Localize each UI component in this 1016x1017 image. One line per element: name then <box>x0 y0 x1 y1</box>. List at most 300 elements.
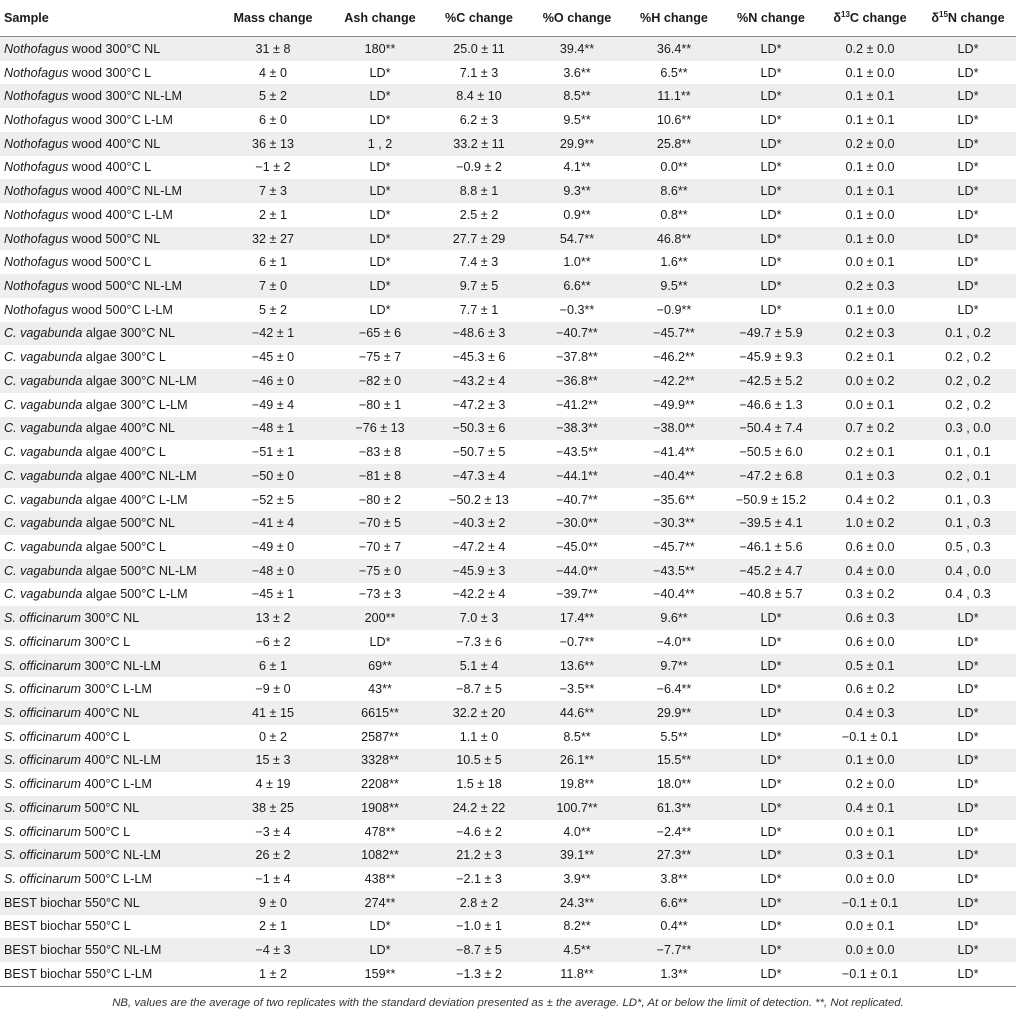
d13c-cell: 0.0 ± 0.1 <box>845 397 895 412</box>
sample-cell <box>0 393 216 417</box>
h-cell: −30.3** <box>626 511 722 535</box>
sample-condition: algae 400°C NL-LM <box>82 468 197 483</box>
h-cell: −6.4** <box>656 682 692 697</box>
sample-cell <box>0 464 216 488</box>
d15n-cell: LD* <box>957 302 979 317</box>
mass-cell: 9 ± 0 <box>216 891 330 915</box>
mass-cell: −51 ± 1 <box>251 445 295 460</box>
table-row <box>0 915 1016 939</box>
ash-cell: 6615** <box>330 701 430 725</box>
sample-condition: algae 500°C NL-LM <box>82 563 197 578</box>
sample-cell <box>0 132 216 156</box>
c-cell: −47.2 ± 4 <box>452 539 506 554</box>
h-cell: 46.8** <box>626 227 722 251</box>
o-cell: 0.9** <box>563 207 591 222</box>
sample-cell <box>0 915 216 939</box>
mass-cell: 15 ± 3 <box>216 749 330 773</box>
sample-condition: wood 300°C L <box>68 65 152 80</box>
ash-cell: −76 ± 13 <box>330 417 430 441</box>
n-cell: LD* <box>760 302 782 317</box>
d13c-cell: 0.1 ± 0.1 <box>820 179 920 203</box>
sample-species: Nothofagus <box>4 136 69 151</box>
n-cell: LD* <box>722 749 820 773</box>
n-cell: LD* <box>722 179 820 203</box>
d15n-cell: LD* <box>957 207 979 222</box>
sample-condition: BEST biochar 550°C NL <box>4 895 140 910</box>
sample-cell <box>0 203 216 227</box>
n-cell: LD* <box>722 84 820 108</box>
h-cell: 25.8** <box>626 132 722 156</box>
d15n-cell: 0.5 , 0.3 <box>945 539 991 554</box>
n-cell: LD* <box>760 255 782 270</box>
table-footnote: NB, values are the average of two replicates with the standard deviation presented as ± the average. LD*, At or below the limit of detection. **, Not replicated. <box>112 996 904 1009</box>
n-cell: LD* <box>760 729 782 744</box>
o-cell: 3.6** <box>563 65 591 80</box>
sample-cell <box>0 488 216 512</box>
sample-cell <box>0 749 216 773</box>
n-cell: −50.9 ± 15.2 <box>735 492 807 507</box>
c-cell: −47.3 ± 4 <box>430 464 528 488</box>
sample-cell <box>0 179 216 203</box>
n-cell: LD* <box>760 113 782 128</box>
ash-cell: LD* <box>369 207 391 222</box>
n-cell: −50.4 ± 7.4 <box>722 417 820 441</box>
o-cell: −0.7** <box>559 634 595 649</box>
sample-condition: 300°C NL-LM <box>81 658 161 673</box>
c-cell: 2.5 ± 2 <box>459 207 499 222</box>
n-cell: LD* <box>760 207 782 222</box>
mass-cell: −3 ± 4 <box>255 824 291 839</box>
n-cell: LD* <box>722 37 820 61</box>
c-cell: 5.1 ± 4 <box>430 654 528 678</box>
sample-condition: 400°C NL <box>81 705 140 720</box>
sample-condition: BEST biochar 550°C NL-LM <box>4 943 162 958</box>
d15n-cell: 0.1 , 0.3 <box>945 492 991 507</box>
h-cell: 11.1** <box>626 84 722 108</box>
ash-cell: −80 ± 1 <box>358 397 402 412</box>
c-cell: 2.8 ± 2 <box>430 891 528 915</box>
o-cell: −3.5** <box>559 682 595 697</box>
header-n-change: %N change <box>722 0 820 37</box>
sample-species: S. officinarum <box>4 777 81 792</box>
ash-cell: −70 ± 5 <box>330 511 430 535</box>
mass-cell: −1 ± 2 <box>255 160 291 175</box>
sample-species: Nothofagus <box>4 302 69 317</box>
n-cell: −39.5 ± 4.1 <box>722 511 820 535</box>
sample-species: Nothofagus <box>4 41 69 56</box>
table-row <box>0 227 1016 251</box>
header-ash-change: Ash change <box>330 0 430 37</box>
ash-cell: 438** <box>364 872 396 887</box>
table-row <box>0 179 1016 203</box>
n-cell: −45.2 ± 4.7 <box>722 559 820 583</box>
c-cell: −40.3 ± 2 <box>430 511 528 535</box>
o-cell: 8.5** <box>528 84 626 108</box>
c-cell: −45.9 ± 3 <box>430 559 528 583</box>
d15n-cell: LD* <box>920 796 1016 820</box>
d15n-cell: LD* <box>957 113 979 128</box>
c-cell: 1.5 ± 18 <box>456 777 502 792</box>
d13c-cell: 0.4 ± 0.1 <box>820 796 920 820</box>
mass-cell: 6 ± 1 <box>216 654 330 678</box>
d15n-cell: LD* <box>920 701 1016 725</box>
h-cell: 5.5** <box>660 729 688 744</box>
h-cell: −40.4** <box>626 464 722 488</box>
ash-cell: LD* <box>330 179 430 203</box>
c-cell: 8.4 ± 10 <box>430 84 528 108</box>
sample-condition: 400°C L-LM <box>81 777 152 792</box>
table-row <box>0 725 1016 749</box>
sample-condition: wood 400°C L-LM <box>68 207 173 222</box>
d13c-cell: 0.2 ± 0.3 <box>820 322 920 346</box>
d15n-cell: LD* <box>957 160 979 175</box>
sample-cell <box>0 938 216 962</box>
o-cell: 9.5** <box>563 113 591 128</box>
o-cell: 54.7** <box>528 227 626 251</box>
table-row <box>0 61 1016 85</box>
h-cell: 0.8** <box>660 207 688 222</box>
mass-cell: 2 ± 1 <box>259 207 287 222</box>
d13c-cell: 0.3 ± 0.1 <box>820 843 920 867</box>
sample-species: C. vagabunda <box>4 539 83 554</box>
mass-cell: −4 ± 3 <box>216 938 330 962</box>
mass-cell: −46 ± 0 <box>216 369 330 393</box>
mass-cell: −1 ± 4 <box>255 872 291 887</box>
n-cell: LD* <box>722 606 820 630</box>
c-cell: −43.2 ± 4 <box>430 369 528 393</box>
n-cell: LD* <box>722 274 820 298</box>
h-cell: 61.3** <box>626 796 722 820</box>
o-cell: 4.0** <box>563 824 591 839</box>
d15n-cell: LD* <box>920 274 1016 298</box>
table-row <box>0 250 1016 274</box>
n-cell: LD* <box>760 872 782 887</box>
n-cell: LD* <box>760 682 782 697</box>
n-cell: LD* <box>722 132 820 156</box>
sample-cell <box>0 274 216 298</box>
mass-cell: 7 ± 0 <box>216 274 330 298</box>
o-cell: −39.7** <box>556 587 598 602</box>
d13c-cell: 0.2 ± 0.0 <box>845 777 895 792</box>
o-cell: −41.2** <box>556 397 598 412</box>
d15n-cell: LD* <box>920 749 1016 773</box>
o-cell: 8.5** <box>563 729 591 744</box>
ash-cell: 200** <box>330 606 430 630</box>
sample-cell <box>0 820 216 844</box>
h-cell: 18.0** <box>656 777 692 792</box>
sample-species: S. officinarum <box>4 729 81 744</box>
n-cell: LD* <box>722 701 820 725</box>
sample-cell <box>0 61 216 85</box>
o-cell: −40.7** <box>556 492 598 507</box>
sample-cell <box>0 227 216 251</box>
mass-cell: 6 ± 1 <box>259 255 287 270</box>
sample-cell <box>0 440 216 464</box>
d15n-cell: LD* <box>957 729 979 744</box>
c-cell: −7.3 ± 6 <box>456 634 502 649</box>
sample-cell <box>0 654 216 678</box>
n-cell: −42.5 ± 5.2 <box>722 369 820 393</box>
sample-condition: 300°C L-LM <box>81 682 152 697</box>
ash-cell: −75 ± 0 <box>330 559 430 583</box>
d15n-cell: LD* <box>920 84 1016 108</box>
d15n-cell: LD* <box>957 872 979 887</box>
sample-cell <box>0 630 216 654</box>
sample-species: C. vagabunda <box>4 397 83 412</box>
h-cell: 27.3** <box>626 843 722 867</box>
h-cell: −46.2** <box>653 350 695 365</box>
ash-cell: 1082** <box>330 843 430 867</box>
c-cell: 7.4 ± 3 <box>459 255 499 270</box>
sample-condition: 500°C NL-LM <box>81 848 161 863</box>
sample-species: S. officinarum <box>4 682 81 697</box>
c-cell: 33.2 ± 11 <box>430 132 528 156</box>
d13c-cell: 0.6 ± 0.3 <box>820 606 920 630</box>
mass-cell: 4 ± 19 <box>255 777 291 792</box>
header-row <box>0 0 1016 37</box>
ash-cell: 2587** <box>361 729 399 744</box>
c-cell: 7.1 ± 3 <box>459 65 499 80</box>
sample-species: Nothofagus <box>4 65 69 80</box>
d13c-cell: 0.6 ± 0.2 <box>845 682 895 697</box>
table-row <box>0 891 1016 915</box>
h-cell: −38.0** <box>626 417 722 441</box>
sample-cell <box>0 156 216 180</box>
c-cell: 1.1 ± 0 <box>459 729 499 744</box>
sample-cell <box>0 250 216 274</box>
mass-cell: −52 ± 5 <box>251 492 295 507</box>
o-cell: −40.7** <box>528 322 626 346</box>
sample-condition: wood 500°C NL-LM <box>68 279 182 294</box>
o-cell: 8.2** <box>563 919 591 934</box>
sample-species: S. officinarum <box>4 634 81 649</box>
d13c-cell: 0.2 ± 0.3 <box>820 274 920 298</box>
n-cell: LD* <box>722 843 820 867</box>
d13c-cell: 0.0 ± 0.0 <box>820 938 920 962</box>
d15n-cell: 0.4 , 0.3 <box>945 587 991 602</box>
table-row <box>0 369 1016 393</box>
ash-cell: LD* <box>369 160 391 175</box>
c-cell: −1.0 ± 1 <box>456 919 502 934</box>
d13c-cell: 0.1 ± 0.0 <box>845 160 895 175</box>
c-cell: −48.6 ± 3 <box>430 322 528 346</box>
sample-condition: algae 400°C NL <box>82 421 175 436</box>
o-cell: −36.8** <box>528 369 626 393</box>
n-cell: LD* <box>722 938 820 962</box>
d13c-cell: 0.0 ± 0.1 <box>845 255 895 270</box>
n-cell: LD* <box>760 777 782 792</box>
d15n-cell: LD* <box>920 891 1016 915</box>
sample-species: C. vagabunda <box>4 563 83 578</box>
table-row <box>0 843 1016 867</box>
d15n-cell: LD* <box>920 606 1016 630</box>
c-cell: 24.2 ± 22 <box>430 796 528 820</box>
sample-species: Nothofagus <box>4 207 69 222</box>
n-cell: LD* <box>722 654 820 678</box>
sample-species: S. officinarum <box>4 848 81 863</box>
d15n-cell: LD* <box>957 919 979 934</box>
sample-cell <box>0 345 216 369</box>
header-d13c-change <box>820 0 920 37</box>
ash-cell: LD* <box>330 84 430 108</box>
d13c-delta: δ <box>833 11 842 25</box>
n-cell: LD* <box>760 634 782 649</box>
table-row <box>0 203 1016 227</box>
mass-cell: 6 ± 0 <box>259 113 287 128</box>
sample-condition: 500°C L-LM <box>81 872 152 887</box>
d15n-cell: 0.2 , 0.2 <box>945 397 991 412</box>
c-cell: 7.7 ± 1 <box>459 302 499 317</box>
ash-cell: 1 , 2 <box>330 132 430 156</box>
o-cell: 17.4** <box>528 606 626 630</box>
sample-species: Nothofagus <box>4 255 69 270</box>
sample-cell <box>0 535 216 559</box>
d15n-cell: 0.2 , 0.2 <box>945 350 991 365</box>
sample-condition: wood 500°C L-LM <box>68 302 173 317</box>
c-cell: −50.3 ± 6 <box>430 417 528 441</box>
n-cell: LD* <box>760 65 782 80</box>
mass-cell: 13 ± 2 <box>216 606 330 630</box>
o-cell: −37.8** <box>556 350 598 365</box>
sample-condition: algae 400°C L <box>82 445 166 460</box>
c-cell: 8.8 ± 1 <box>430 179 528 203</box>
n-cell: LD* <box>722 962 820 986</box>
c-cell: −50.2 ± 13 <box>449 492 509 507</box>
n-cell: −40.8 ± 5.7 <box>739 587 803 602</box>
table-row <box>0 654 1016 678</box>
table-row <box>0 132 1016 156</box>
h-cell: 8.6** <box>626 179 722 203</box>
d13c-cell: 0.0 ± 0.1 <box>845 824 895 839</box>
sample-species: C. vagabunda <box>4 516 83 531</box>
d15n-cell: LD* <box>957 777 979 792</box>
sample-species: S. officinarum <box>4 658 81 673</box>
d13c-cell: 0.4 ± 0.3 <box>820 701 920 725</box>
o-cell: −38.3** <box>528 417 626 441</box>
ash-cell: LD* <box>369 634 391 649</box>
d15n-cell: LD* <box>957 65 979 80</box>
n-cell: −45.9 ± 9.3 <box>739 350 803 365</box>
h-cell: 6.6** <box>626 891 722 915</box>
sample-cell <box>0 606 216 630</box>
sample-condition: algae 500°C NL <box>82 516 175 531</box>
sample-species: Nothofagus <box>4 89 69 104</box>
sample-species: C. vagabunda <box>4 326 83 341</box>
c-cell: 25.0 ± 11 <box>430 37 528 61</box>
c-cell: −2.1 ± 3 <box>456 872 502 887</box>
sample-condition: 300°C NL <box>81 611 140 626</box>
ash-cell: −81 ± 8 <box>330 464 430 488</box>
mass-cell: −50 ± 0 <box>216 464 330 488</box>
h-cell: −43.5** <box>626 559 722 583</box>
table-row <box>0 464 1016 488</box>
h-cell: 3.8** <box>660 872 688 887</box>
ash-cell: LD* <box>369 919 391 934</box>
sample-condition: wood 300°C NL-LM <box>68 89 182 104</box>
o-cell: 19.8** <box>559 777 595 792</box>
n-cell: LD* <box>760 160 782 175</box>
table-row <box>0 108 1016 132</box>
table-row <box>0 84 1016 108</box>
sample-species: S. officinarum <box>4 611 81 626</box>
mass-cell: −49 ± 4 <box>251 397 295 412</box>
o-cell: 4.1** <box>563 160 591 175</box>
sample-species: C. vagabunda <box>4 421 83 436</box>
o-cell: −44.1** <box>528 464 626 488</box>
header-h-change: %H change <box>626 0 722 37</box>
table-row <box>0 630 1016 654</box>
sample-species: Nothofagus <box>4 279 69 294</box>
h-cell: 0.0** <box>660 160 688 175</box>
sample-condition: 400°C NL-LM <box>81 753 161 768</box>
d13c-cell: 0.4 ± 0.2 <box>845 492 895 507</box>
table-row <box>0 772 1016 796</box>
d15n-cell: LD* <box>957 255 979 270</box>
table-row <box>0 156 1016 180</box>
d13c-label: C change <box>849 11 907 25</box>
table-row <box>0 867 1016 891</box>
mass-cell: 4 ± 0 <box>259 65 287 80</box>
c-cell: 6.2 ± 3 <box>459 113 499 128</box>
table-row <box>0 511 1016 535</box>
ash-cell: LD* <box>330 938 430 962</box>
o-cell: −30.0** <box>528 511 626 535</box>
mass-cell: −9 ± 0 <box>255 682 291 697</box>
sample-condition: algae 500°C L-LM <box>82 587 188 602</box>
n-cell: LD* <box>760 919 782 934</box>
ash-cell: LD* <box>369 65 391 80</box>
o-cell: 3.9** <box>563 872 591 887</box>
mass-cell: −49 ± 0 <box>251 539 295 554</box>
ash-cell: −83 ± 8 <box>358 445 402 460</box>
c-cell: 9.7 ± 5 <box>430 274 528 298</box>
d15n-isotope: 15 <box>939 9 948 19</box>
c-cell: −45.3 ± 6 <box>452 350 506 365</box>
sample-cell <box>0 417 216 441</box>
mass-cell: 5 ± 2 <box>259 302 287 317</box>
mass-cell: 5 ± 2 <box>216 84 330 108</box>
o-cell: 24.3** <box>528 891 626 915</box>
ash-cell: LD* <box>369 302 391 317</box>
sample-condition: 500°C NL <box>81 800 140 815</box>
sample-cell <box>0 369 216 393</box>
d15n-cell: LD* <box>920 37 1016 61</box>
sample-cell <box>0 322 216 346</box>
o-cell: 100.7** <box>528 796 626 820</box>
sample-condition: wood 500°C NL <box>68 231 161 246</box>
c-cell: −4.6 ± 2 <box>456 824 502 839</box>
sample-species: S. officinarum <box>4 753 81 768</box>
d13c-cell: 0.3 ± 0.2 <box>845 587 895 602</box>
d15n-delta: δ <box>931 11 940 25</box>
c-cell: −47.2 ± 3 <box>452 397 506 412</box>
c-cell: −50.7 ± 5 <box>452 445 506 460</box>
table-row <box>0 820 1016 844</box>
sample-condition: algae 300°C NL-LM <box>82 373 197 388</box>
c-cell: 21.2 ± 3 <box>430 843 528 867</box>
ash-cell: 43** <box>368 682 392 697</box>
h-cell: −42.2** <box>626 369 722 393</box>
ash-cell: −65 ± 6 <box>330 322 430 346</box>
h-cell: 9.5** <box>626 274 722 298</box>
d13c-cell: 0.6 ± 0.0 <box>845 539 895 554</box>
sample-cell <box>0 511 216 535</box>
table-row <box>0 440 1016 464</box>
d13c-cell: 0.0 ± 0.2 <box>820 369 920 393</box>
d13c-cell: 0.2 ± 0.0 <box>820 132 920 156</box>
sample-species: Nothofagus <box>4 231 69 246</box>
n-cell: −50.5 ± 6.0 <box>739 445 803 460</box>
